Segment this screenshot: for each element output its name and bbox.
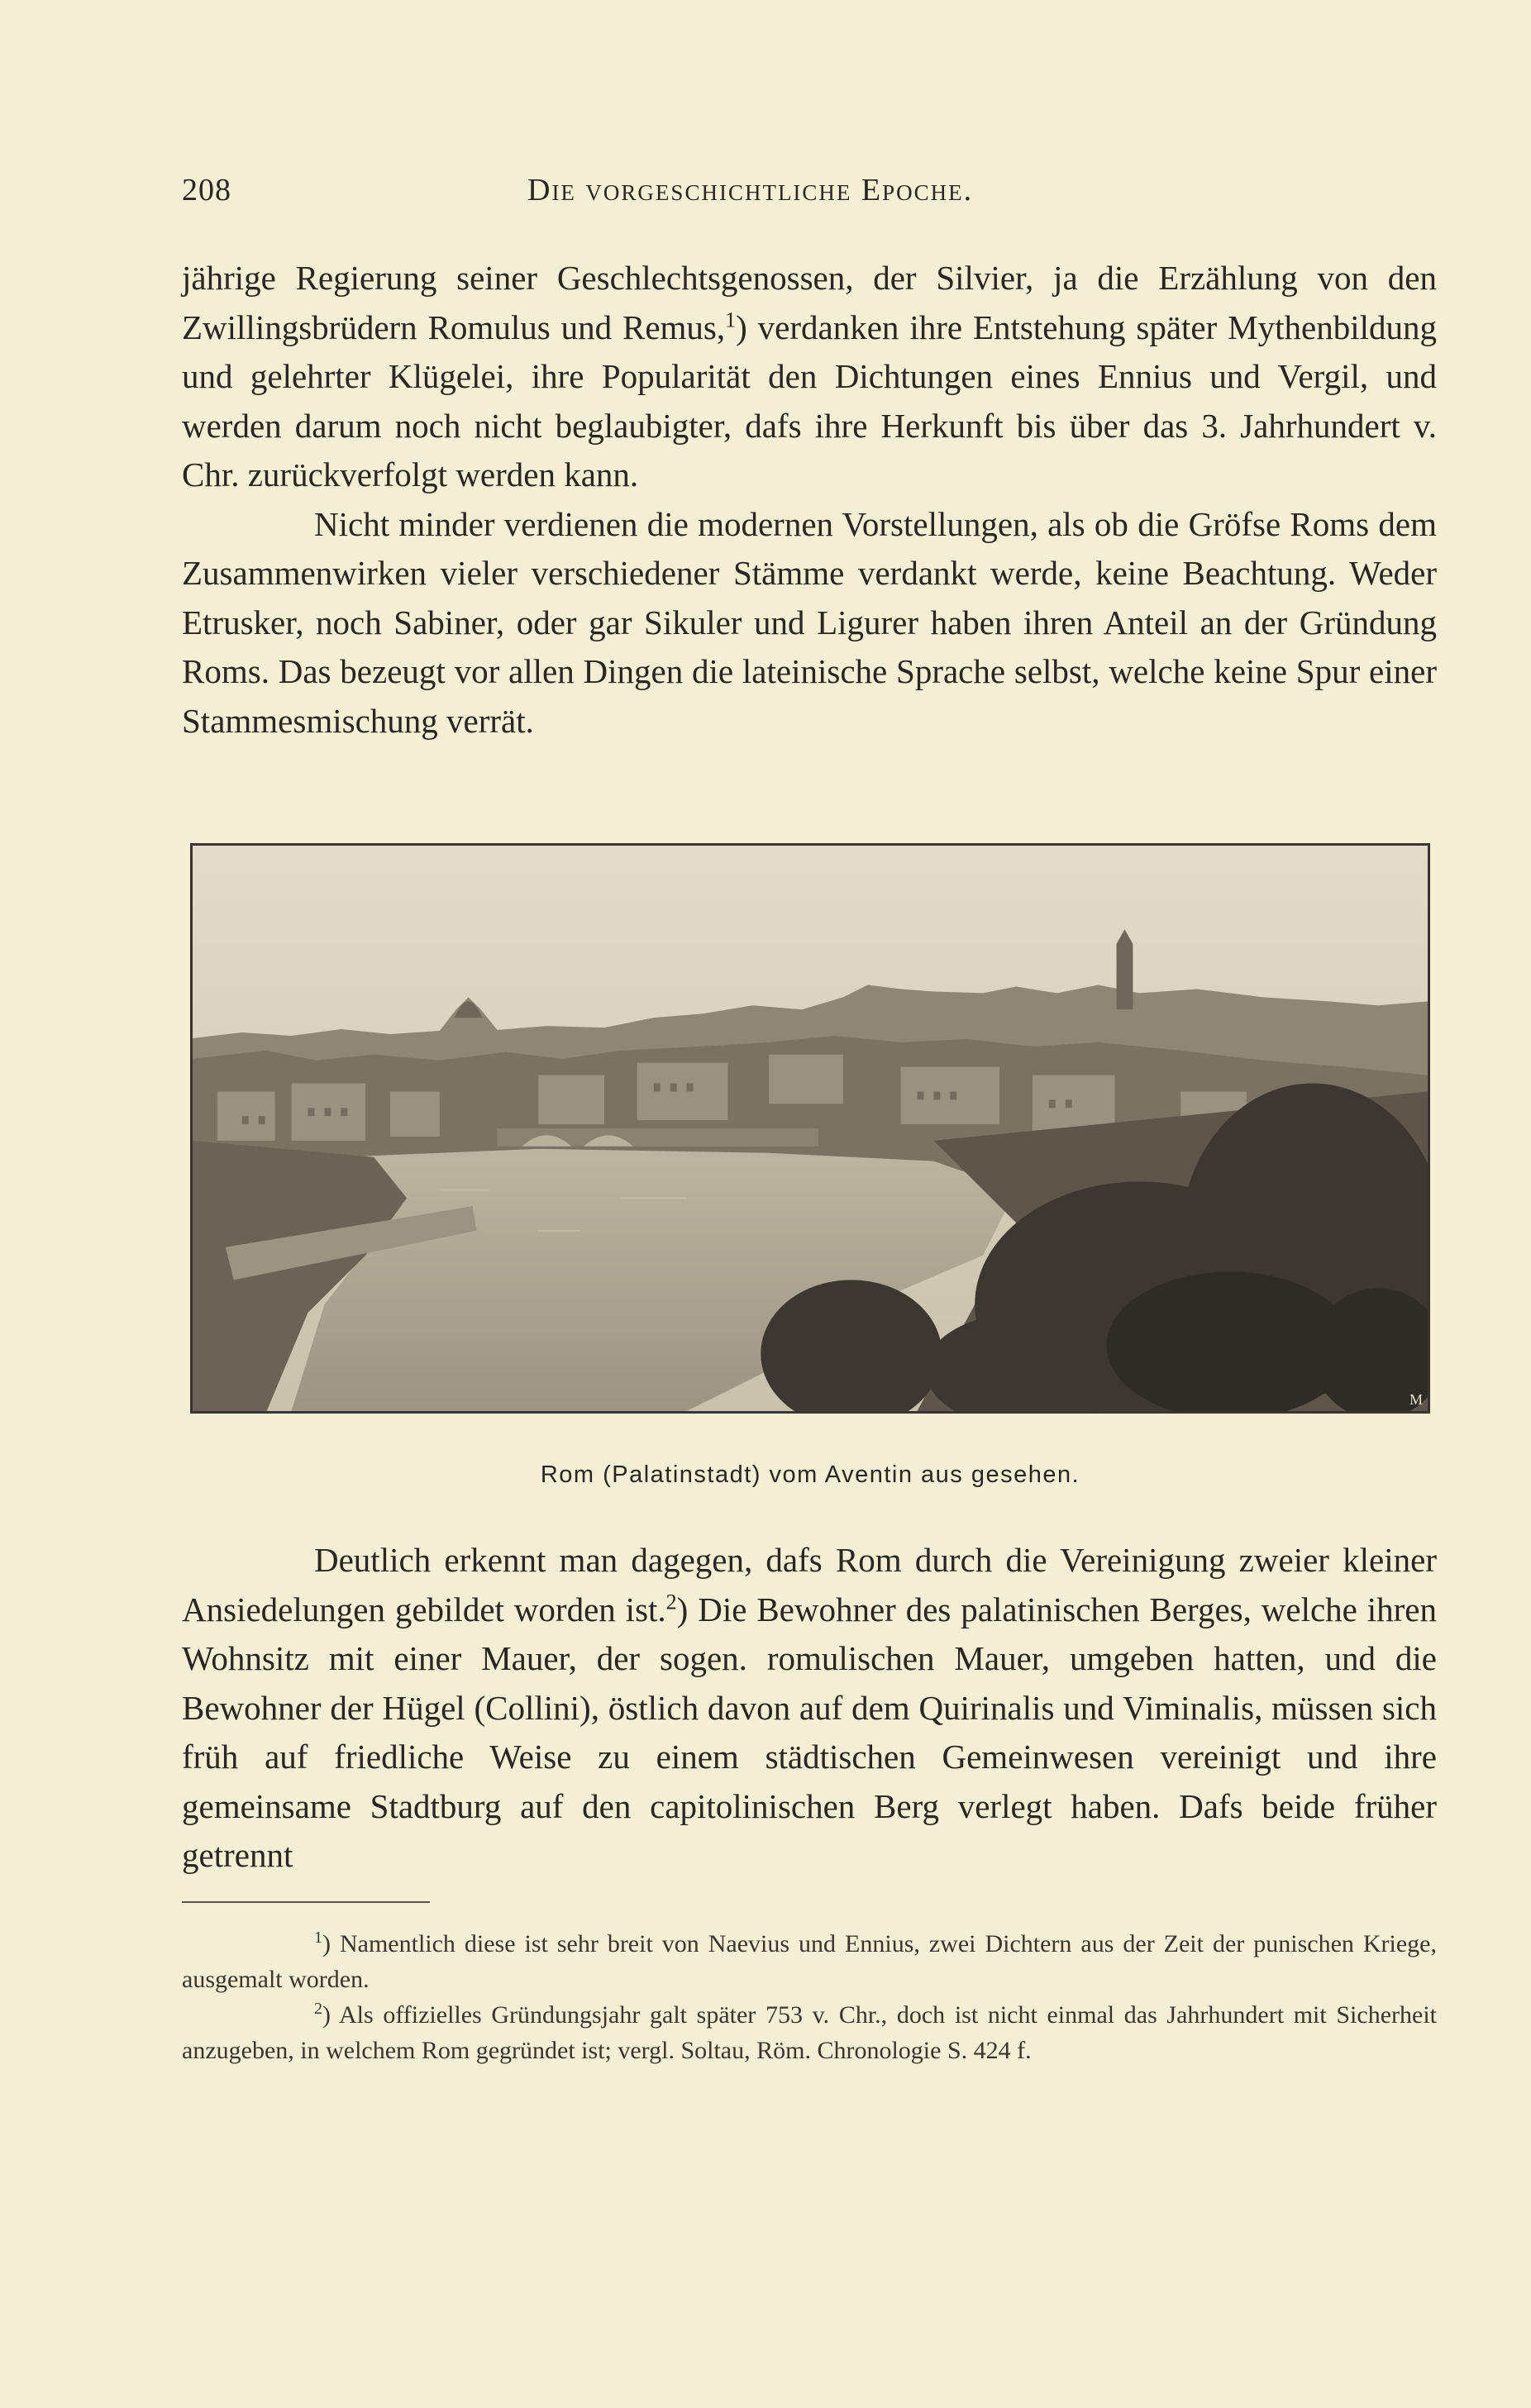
footnote-ref-2: 2: [665, 1589, 677, 1614]
footnote-1-text: ) Namentlich diese ist sehr breit von Naevius und Ennius, zwei Dichtern aus der Zeit der punischen Kriege, ausgemalt worden.: [182, 1930, 1437, 1993]
footnotes: [182, 1926, 1437, 2068]
footnote-ref-1: 1: [725, 307, 737, 331]
photo-rome-from-aventine: [190, 843, 1430, 1414]
paragraph-3: [182, 1536, 1437, 1881]
paragraph-1-text-b: ) verdanken ihre Entstehung später Mythenbildung und gelehrter Klügelei, ihre Popularität den Dichtungen eines Ennius und Vergil, und werden darum noch nicht beglaubigter, dafs ihre Herkunft bis über das 3. Jahrhundert v. Chr. zurückverfolgt werden kann.: [182, 308, 1437, 494]
running-title: Die vorgeschichtliche Epoche.: [527, 173, 974, 207]
main-text-bottom: [182, 1536, 1437, 1881]
footnote-2-text: ) Als offizielles Gründungsjahr galt später 753 v. Chr., doch ist nicht einmal das Jahrhundert mit Sicherheit anzugeben, in welchem Rom gegründet ist; vergl. Soltau, Röm. Chronologie S. 424 f.: [182, 2001, 1437, 2064]
paragraph-1-text-a: jährige Regierung seiner Geschlechtsgenossen, der Silvier, ja die Erzählung von den Zwillingsbrüdern Romulus und Remus,: [182, 259, 1437, 346]
figure-caption: Rom (Palatinstadt) vom Aventin aus gesehen.: [540, 1461, 1080, 1488]
paragraph-3-text-b: ) Die Bewohner des palatinischen Berges, welche ihren Wohnsitz mit einer Mauer, der sogen. romulischen Mauer, umgeben hatten, und die Bewohner der Hügel (Collini), östlich davon auf dem Quirinalis und Viminalis, müssen sich früh auf friedliche Weise zu einem städtischen Gemeinwesen vereinigt und ihre gemeinsame Stadtburg auf den capitolinischen Berg verlegt haben. Dafs beide früher getrennt: [182, 1590, 1437, 1874]
footnote-marker-1: 1: [314, 1929, 322, 1947]
footnote-1: [182, 1926, 1437, 1997]
photo-monogram: M: [1409, 1391, 1424, 1409]
paragraph-2: Nicht minder verdienen die modernen Vorstellungen, als ob die Gröfse Roms dem Zusammenwirken vieler verschiedener Stämme verdankt werde, keine Beachtung. Weder Etrusker, noch Sabiner, oder gar Sikuler und Ligurer haben ihren Anteil an der Gründung Roms. Das bezeugt vor allen Dingen die lateinische Sprache selbst, welche keine Spur einer Stammesmischung verrät.: [182, 504, 1437, 740]
paragraph-1: [182, 254, 1437, 500]
main-text-top: [182, 254, 1437, 746]
photo-illustration: [193, 846, 1428, 1411]
page-number: 208: [182, 173, 231, 207]
paragraph-3-text-a: Deutlich erkennt man dagegen, dafs Rom durch die Vereinigung zweier kleiner Ansiedelungen gebildet worden ist.: [182, 1541, 1437, 1628]
footnote-2: [182, 1997, 1437, 2068]
footnote-divider: [182, 1901, 430, 1903]
footnote-marker-2: 2: [314, 2000, 322, 2018]
